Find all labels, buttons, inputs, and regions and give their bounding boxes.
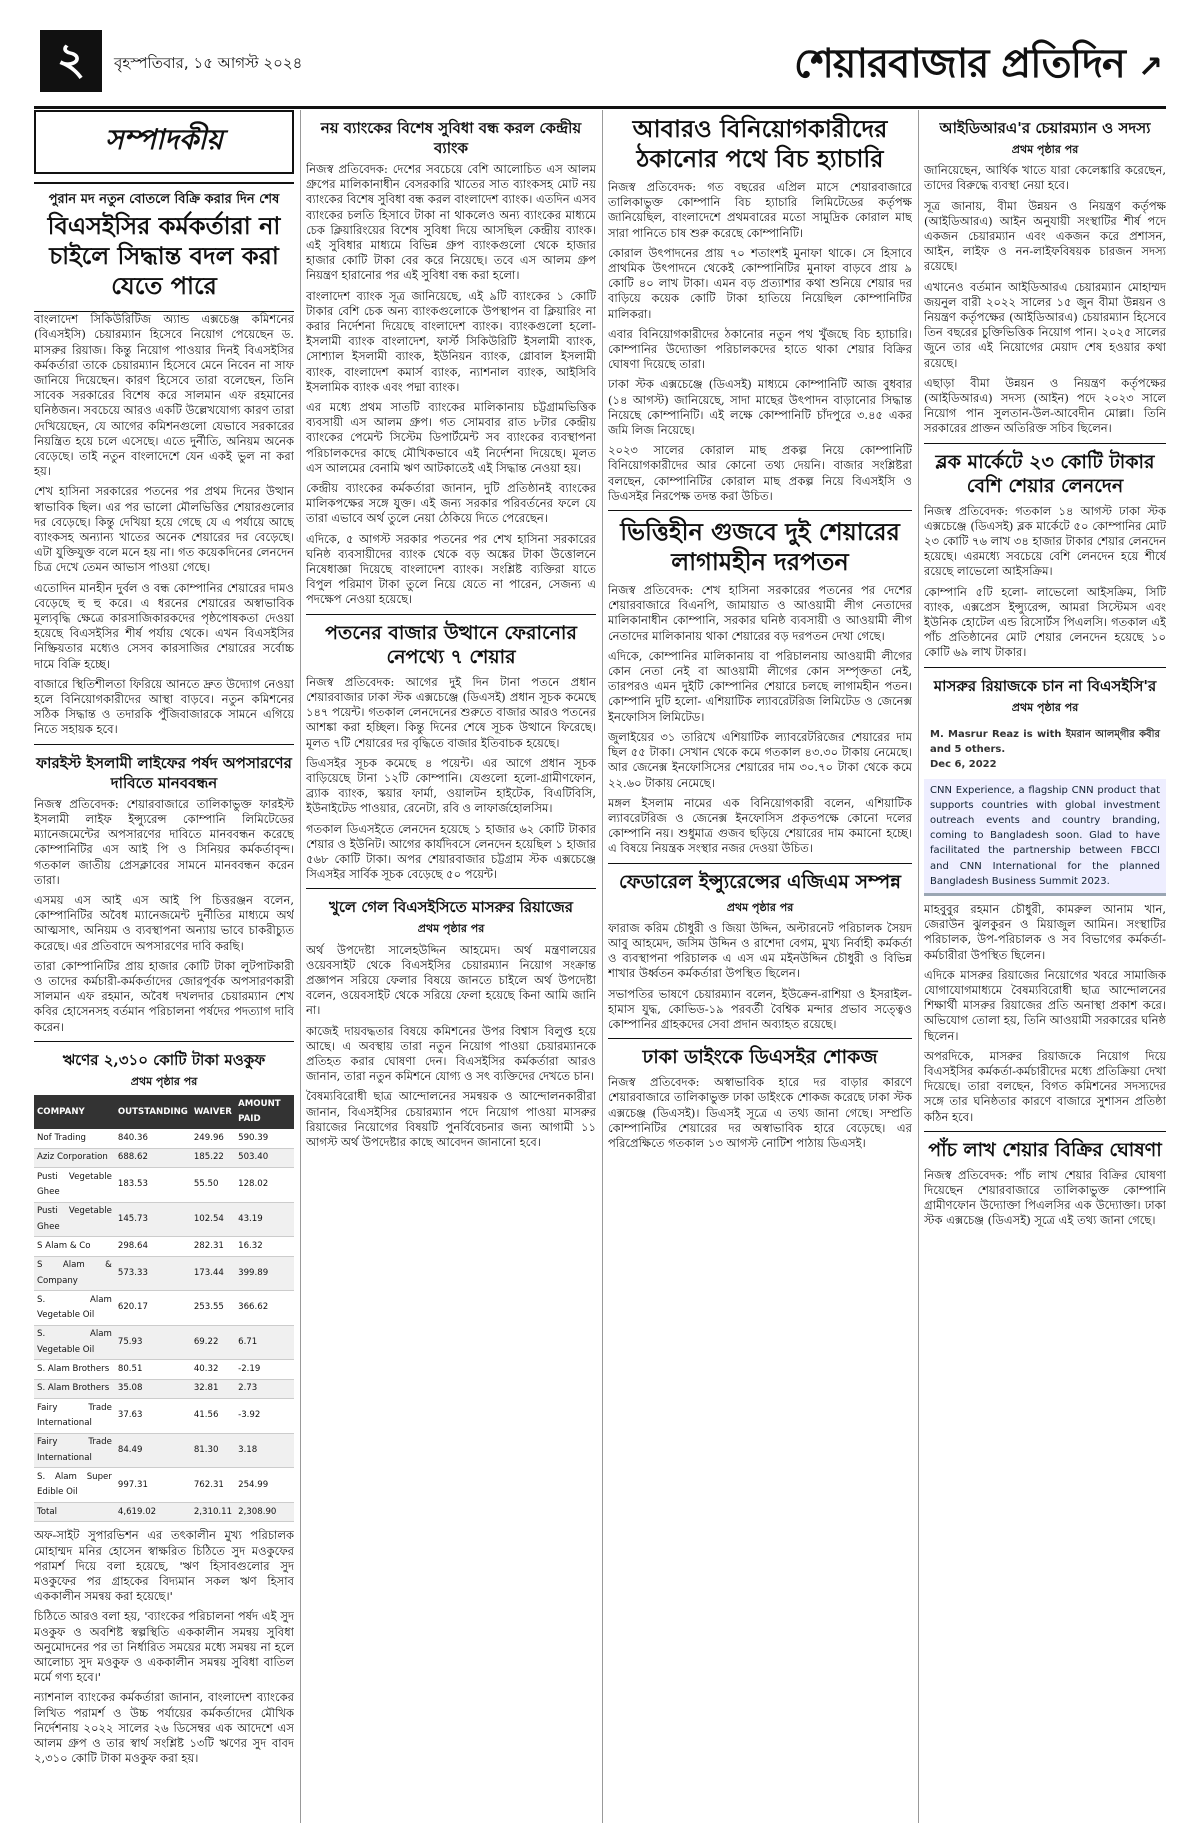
article-para: নিজস্ব প্রতিবেদক: শেয়ারবাজারে তালিকাভুক্ত ফারইস্ট ইসলামী লাইফ ইন্স্যুরেন্স কোম্পানি লিমিটেডের ম্যানেজমেন্টের অপসারণের দাবিতে মানববন্ধন করেছে কোম্পানিটির এস আই পি ও সিনিয়র কর্মকর্তাবৃন্দ। গতকাল জাতীয় প্রেসক্লাবের সামনে মানববন্ধন করেন তারা। [34, 796, 294, 887]
table-cell: 173.44 [191, 1256, 235, 1291]
table-cell: 249.96 [191, 1129, 235, 1148]
article-para: কোরাল উৎপাদনের প্রায় ৭০ শতাংশই মুনাফা থাকে। সে হিসাবে প্রাথমিক উৎপাদনে থেকেই কোম্পানিটির মুনাফা বাড়বে প্রায় ৯ কোটি ৪০ লাখ টাকা। এমন বড় প্রত্যাশার কথা শুনিয়ে শেয়ার দর বাড়িয়ে কয়েক কোটি টাকা হাতিয়ে নিয়েছিল কোম্পানিটির মালিকরা। [608, 245, 912, 321]
table-cell: 254.99 [235, 1468, 294, 1503]
editorial-label: সম্পাদকীয় [34, 110, 294, 174]
table-cell: 145.73 [115, 1202, 191, 1237]
table-cell: 75.93 [115, 1325, 191, 1360]
article-para: তারা কোম্পানিটির প্রায় হাজার কোটি টাকা লুটপাটকারী ও তাদের কর্মচারী-কর্মকর্তাদের জোরপূর্বক অপসারণকারী সালমান এফ রহমান, অবৈধ দখলদার চেয়ারম্যান শেখ কবির হোসেনসহ বর্তমান পরিচালনা পর্ষদের পদত্যাগ দাবি করেন। [34, 958, 294, 1034]
table-cell: 282.31 [191, 1237, 235, 1256]
article-para: ডিএসইর সূচক কমেছে ৪ পয়েন্ট। এর আগে প্রধান সূচক বাড়িয়েছে টানা ১২টি কোম্পানি। যেগুলো হলো-গ্রামীণফোন, ব্র্যাক ব্যাংক, স্কয়ার ফার্মা, ওয়ালটন হাইটেক, বিএটিবিসি, ইউনাইটেড পাওয়ার, রেনেটা, রবি ও লাফার্জহোলসিম। [306, 755, 596, 816]
article-title: নয় ব্যাংকের বিশেষ সুবিধা বন্ধ করল কেন্দ্রীয় ব্যাংক [320, 119, 582, 157]
table-row [34, 1379, 294, 1398]
table-cell: 503.40 [235, 1148, 294, 1167]
article-para: এসময় এস আই এস আই পি চিত্তরঞ্জন বলেন, কোম্পানিটির অবৈধ ম্যানেজমেন্ট দুর্নীতির মাধ্যমে অর্থ আত্মসাৎ, অনিয়ম ও ব্যবস্থাপনা অন্যায় ভাবে চাকরীচ্যুত করেছে। এর প্রতিবাদে অপসারণের দাবি করছি। [34, 892, 294, 953]
table-cell: 573.33 [115, 1256, 191, 1291]
article-para: সূত্র জানায়, বীমা উন্নয়ন ও নিয়ন্ত্রণ কর্তৃপক্ষ (আইডিআরএ) আইন অনুযায়ী সংস্থাটির শীর্ষ পদে একজন চেয়ারম্যান এবং একজন করে প্রশাসন, আইন, লাইফ ও নন-লাইফবিষয়ক চারজন সদস্য রয়েছে। [924, 198, 1166, 274]
table-row [34, 1202, 294, 1237]
article-para: এছাড়া বীমা উন্নয়ন ও নিয়ন্ত্রণ কর্তৃপক্ষের (আইডিআরএ) সদস্য (আইন) পদে ২০২৩ সালে নিয়োগ পান সুলতান-উল-আবেদীন মোল্লা। তিনি সরকারের প্রাক্তন অতিরিক্ত সচিব ছিলেন। [924, 375, 1166, 436]
editorial-para: বাংলাদেশ সিকিউরিটিজ অ্যান্ড এক্সচেঞ্জ কমিশনের (বিএসইসি) চেয়ারম্যান হিসেবে নিয়োগ পেয়েছেন ড. মাসরুর রিয়াজ। কিন্তু নিয়োগ পাওয়ার দিনই বিএসইসির কর্মকর্তারা তাকে চেয়ারম্যান হিসেবে মেনে নিবেন না সাফ জানিয়ে দিয়েছেন। কারণ হিসেবে তারা বলেছেন, তিনি সাবেক সরকারের বিশেষ করে সালমান এফ রহমানের ঘনিষ্ঠজন। সবচেয়ে আরও একটি উল্লেখযোগ্য কারণ তারা দেখিয়েছেন, যে আগের কমিশনগুলো যেভাবে সরকারের নিয়ন্ত্রিত হয়ে চলে এসেছে। এতে দুর্নীতি, অনিয়ম অনেক বেড়েছে। তাই নতুন বাংলাদেশে যেন একই ভুল না করা হয়। [34, 312, 294, 479]
table-cell: 840.36 [115, 1129, 191, 1148]
article-para: মঙ্গল ইসলাম নামের এক বিনিয়োগকারী বলেন, এশিয়াটিক ল্যাবরেটরিজ ও জেনেক্স ইনফোসিস প্রকৃতপক্ষে কোনো দলের কোম্পানি নয়। শুধুমাত্র গুজব ছড়িয়ে শেয়ারের দাম কমানো হচ্ছে। এ বিষয়ে নিয়ন্ত্রক সংস্থার নজর দেওয়া উচিত। [608, 795, 912, 856]
table-cell: 4,619.02 [115, 1503, 191, 1522]
table-cell: 997.31 [115, 1468, 191, 1503]
article-para: গতকাল ডিএসইতে লেনদেন হয়েছে ১ হাজার ৬২ কোটি টাকার শেয়ার ও ইউনিট। আগের কার্যদিবসে লেনদেন হয়েছিল ১ হাজার ৫৬৮ কোটি টাকা। অপর শেয়ারবাজার চট্টগ্রাম স্টক এক্সচেঞ্জে সিএসইর সার্বিক সূচক বেড়েছে ৫০ পয়েন্ট। [306, 821, 596, 882]
table-cell: S. Alam Vegetable Oil [34, 1291, 115, 1326]
article-para: চিঠিতে আরও বলা হয়, 'ব্যাংকের পরিচালনা পর্ষদ এই সুদ মওকুফ ও অবশিষ্ট স্বল্পস্থিতি এককালীন সমন্বয় সুবিধা অনুমোদনের পর তা নির্ধারিত সময়ের মধ্যে সমন্বয় না হলে আলোচ্য সুদ মওকুফ ও এককালীন সমন্বয় সুবিধা বাতিল মর্মে গণ্য হবে।' [34, 1609, 294, 1685]
table-header-cell: WAIVER [191, 1095, 235, 1129]
article-para: নিজস্ব প্রতিবেদক: অস্বাভাবিক হারে দর বাড়ার কারণে শেয়ারবাজারে তালিকাভুক্ত ঢাকা ডাইংকে শোকজ করেছে ঢাকা স্টক এক্সচেঞ্জ (ডিএসই)। ডিএসই সূত্রে এ তথ্য জানা গেছে। সম্প্রতি কোম্পানিটির শেয়ারের দর অস্বাভাবিক হারে বেড়েছে। এর পরিপ্রেক্ষিতে গতকাল ১৩ আগস্ট নোটিশ পাঠায় ডিএসই। [608, 1075, 912, 1150]
article-para: বৈষম্যবিরোধী ছাত্র আন্দোলনের সমন্বয়ক ও আন্দোলনকারীরা জানান, বিএসইসির চেয়ারম্যান পদে নিয়োগ পাওয়া মাসরুর রিয়াজের নিয়োগের বিষয়টি পুনর্বিবেচনার জন্য আগামী ১১ আগস্ট অর্থ উপদেষ্টার কাছে আবেদন জানানো হবে। [306, 1089, 596, 1149]
continuation-note: প্রথম পৃষ্ঠার পর [417, 922, 485, 936]
table-cell: -3.92 [235, 1399, 294, 1434]
article-para: জানিয়েছেন, আর্থিক খাতে যারা কেলেঙ্কারি করেছেন, তাদের বিরুদ্ধে ব্যবস্থা নেয়া হবে। [924, 163, 1166, 193]
table-cell: 80.51 [115, 1360, 191, 1379]
editorial-kicker: পুরান মদ নতুন বোতলে বিক্রি করার দিন শেষ [48, 192, 280, 207]
table-cell: S. Alam Brothers [34, 1360, 115, 1379]
table-row [34, 1129, 294, 1148]
fb-author: M. Masrur Reaz is with ইমরান আলম্গীর কবীর and 5 others. [930, 728, 1160, 756]
fb-post-text: CNN Experience, a flagship CNN product that supports countries with global investment outreach events and country branding, coming to Bangladesh soon. Glad to have facilitated the partnership between FBCCI and CNN International for the planned Bangladesh Business Summit 2023. [924, 779, 1166, 893]
table-cell: 43.19 [235, 1202, 294, 1237]
table-row [34, 1291, 294, 1326]
table-cell: 37.63 [115, 1399, 191, 1434]
table-row [34, 1237, 294, 1256]
table-cell: 183.53 [115, 1168, 191, 1203]
fb-post-header [924, 721, 1166, 779]
article-para: বাংলাদেশ ব্যাংক সূত্র জানিয়েছে, এই ৯টি ব্যাংকের ১ কোটি টাকার বেশি চেক অন্য ব্যাংকগুলোকে উপস্থাপন বা ক্লিয়ারিং না করার নির্দেশনা দিয়েছে বাংলাদেশ ব্যাংক। ব্যাংকগুলো হলো- ইসলামী ব্যাংক বাংলাদেশ, ফার্স্ট সিকিউরিটি ইসলামী ব্যাংক, সোশ্যাল ইসলামী ব্যাংক, ইউনিয়ন ব্যাংক, গ্লোবাল ইসলামী ব্যাংক, বাংলাদেশ কমার্স ব্যাংক, ন্যাশনাল ব্যাংক, আইসিবি ইসলামিক ব্যাংক এবং পদ্মা ব্যাংক। [306, 288, 596, 394]
page-number: ২ [40, 30, 102, 92]
table-header-cell: OUTSTANDING [115, 1095, 191, 1129]
table-cell: 55.50 [191, 1168, 235, 1203]
article-title: ভিত্তিহীন গুজবে দুই শেয়ারের লাগামহীন দরপতন [620, 517, 900, 577]
table-cell: S. Alam Brothers [34, 1379, 115, 1398]
table-row [34, 1148, 294, 1167]
divider [608, 863, 912, 864]
table-row [34, 1256, 294, 1291]
divider [924, 443, 1166, 444]
divider [34, 1041, 294, 1042]
article-title: পাঁচ লাখ শেয়ার বিক্রির ঘোষণা [928, 1138, 1162, 1161]
article-para: এদিকে, ৫ আগস্ট সরকার পতনের পর শেখ হাসিনা সরকারের ঘনিষ্ঠ ব্যবসায়ীদের ব্যাংক থেকে বড় অঙ্কের টাকা উত্তোলনে নিষেধাজ্ঞা দিয়েছে বাংলাদেশ ব্যাংক। সংশ্লিষ্ট ব্যক্তিরা যাতে বিপুল পরিমাণ টাকা তুলে নিয়ে যেতে না পারেন, সেজন্য এ পদক্ষেপ নেওয়া হয়েছে। [306, 531, 596, 607]
table-row [34, 1433, 294, 1468]
table-cell: 253.55 [191, 1291, 235, 1326]
table-cell: S Alam & Co [34, 1237, 115, 1256]
table-cell: 688.62 [115, 1148, 191, 1167]
article-para: নিজস্ব প্রতিবেদক: পাঁচ লাখ শেয়ার বিক্রির ঘোষণা দিয়েছেন শেয়ারবাজারে তালিকাভুক্ত কোম্পানি গ্রামীণফোন উদ্যোক্তা পিএলসির এক উদ্যোক্তা। ঢাকা স্টক এক্সচেঞ্জ (ডিএসই) সূত্রে এই তথ্য জানা গেছে। [924, 1167, 1166, 1228]
editorial-para: শেখ হাসিনা সরকারের পতনের পর প্রথম দিনের উত্থান স্বাভাবিক ছিল। এর পর ভালো মৌলভিত্তির শেয়ারগুলোর দর বেড়েছে। কিন্তু দেখিয়া হয়ে গেছে যে এ পর্যায়ে আছে ব্যাংকসহ অন্যান্য খাতের অনেক শেয়ারের দর বেড়েছে। এটা যুক্তিযুক্ত বলে মনে হয় না। গত কয়েকদিনের লেনদেন চিত্র দেখে তেমন আভাস পাওয়া গেছে। [34, 484, 294, 575]
table-cell: 590.39 [235, 1129, 294, 1148]
table-cell: 69.22 [191, 1325, 235, 1360]
table-row [34, 1399, 294, 1434]
editorial-para: বাজারে স্থিতিশীলতা ফিরিয়ে আনতে দ্রুত উদ্যোগ নেওয়া হলে বিনিয়োগকারীদের আস্থা বাড়বে। নতুন কমিশনের সঠিক সিদ্ধান্ত ও তদারকি পুঁজিবাজারকে সামনে এগিয়ে নিতে সহায়ক হবে। [34, 676, 294, 737]
table-cell: 762.31 [191, 1468, 235, 1503]
table-row [34, 1503, 294, 1522]
brand-logo [794, 32, 1162, 99]
editorial-title: বিএসইসির কর্মকর্তারা না চাইলে সিদ্ধান্ত বদল করা যেতে পারে [47, 211, 281, 301]
article-para: মাহবুবুর রহমান চৌধুরী, কামরুল আনাম খান, জেরাউন ঝুলকুরন ও মিয়াজুল আমিন। সংস্থাটির পরিচালক, উপ-পরিচালক ও সব বিভাগের কর্মকর্তা-কর্মচারীরা উপস্থিত ছিলেন। [924, 901, 1166, 962]
article-para: ঢাকা স্টক এক্সচেঞ্জে (ডিএসই) মাধ্যমে কোম্পানিটি আজ বুধবার (১৪ আগস্ট) জানিয়েছে, সাদা মাছের উৎপাদন বাড়ানোর সিদ্ধান্ত নিয়েছে কোম্পানিটি। এই লক্ষে কোম্পানিটি চাঁদপুরে ৩.৪৫ একর জমি লিজ নিয়েছে। [608, 377, 912, 438]
article-para: ন্যাশনাল ব্যাংকের কর্মকর্তারা জানান, বাংলাদেশ ব্যাংকের লিখিত পরামর্শ ও উচ্চ পর্যায়ের কর্মকর্তাদের মৌখিক নির্দেশনায় ২০২২ সালের ২৬ ডিসেম্বর এক আদেশে এস আলম গ্রুপ ও তার স্বার্থ সংশ্লিষ্ট ১৩টি ঋণের সুদ বাবদ ২,৩১০ কোটি টাকা মওকুফ করা হয়। [34, 1690, 294, 1766]
waiver-table [34, 1095, 294, 1523]
article-para: ২০২৩ সালের কোরাল মাছ প্রকল্প নিয়ে কোম্পানিটি বিনিয়োগকারীদের আর কোনো তথ্য দেয়নি। বাজার সংশ্লিষ্টরা বলছেন, কোম্পানিটির কোরাল মাছ প্রকল্প নিয়ে বিএসইসি ও ডিএসইর নিরপেক্ষ তদন্ত করা উচিত। [608, 443, 912, 503]
article-title: আবারও বিনিয়োগকারীদের ঠকানোর পথে বিচ হ্যাচারি [632, 114, 888, 173]
article-para: নিজস্ব প্রতিবেদক: গত বছরের এপ্রিল মাসে শেয়ারবাজারে তালিকাভুক্ত কোম্পানি বিচ হ্যাচারি লিমিটেডের কর্তৃপক্ষ জানিয়েছিল, বাংলাদেশে প্রথমবারের মতো সামুদ্রিক কোরাল মাছ সারা পানিতে চাষ শুরু করেছে কোম্পানিটি। [608, 180, 912, 240]
table-row [34, 1168, 294, 1203]
table-cell: 298.64 [115, 1237, 191, 1256]
divider [34, 744, 294, 745]
table-cell: Pusti Vegetable Ghee [34, 1168, 115, 1203]
table-cell: 41.56 [191, 1399, 235, 1434]
table-cell: 128.02 [235, 1168, 294, 1203]
table-cell: 620.17 [115, 1291, 191, 1326]
article-para: অপরদিকে, মাসরুর রিয়াজকে নিয়োগ দিয়ে বিএসইসির কর্মকর্তা-কর্মচারীদের মধ্যে প্রতিক্রিয়া দেখা দিয়েছে। তারা বলছেন, বিগত কমিশনের সদস্যদের সঙ্গে তার ঘনিষ্ঠতার কারণে বাজারে সুশাসন প্রতিষ্ঠা কঠিন হবে। [924, 1048, 1166, 1124]
table-row [34, 1325, 294, 1360]
brand-name: শেয়ারবাজার প্রতিদিন [794, 41, 1125, 87]
table-cell: 35.08 [115, 1379, 191, 1398]
column-1 [34, 110, 294, 1823]
article-para: নিজস্ব প্রতিবেদক: আগের দুই দিন টানা পতনে প্রধান শেয়ারবাজার ঢাকা স্টক এক্সচেঞ্জে (ডিএসই) প্রধান সূচক কমেছে ১৪৭ পয়েন্ট। গতকাল লেনদেনের শুরুতে বাজার আরও পতনের আশঙ্কা করা হচ্ছিল। কিন্তু দিনের শেষে সূচক উত্থানে ফিরেছে। মূলত ৭টি শেয়ারের দর বৃদ্ধিতে বাজার ইতিবাচক হয়েছে। [306, 674, 596, 750]
divider [924, 667, 1166, 668]
table-cell: S Alam & Company [34, 1256, 115, 1291]
table-cell: 6.71 [235, 1325, 294, 1360]
table-cell: Aziz Corporation [34, 1148, 115, 1167]
table-cell: Pusti Vegetable Ghee [34, 1202, 115, 1237]
table-cell: 81.30 [191, 1433, 235, 1468]
table-cell: Fairy Trade International [34, 1399, 115, 1434]
continuation-note: প্রথম পৃষ্ঠার পর [1011, 143, 1079, 156]
article-para: এদিকে মাসরুর রিয়াজের নিয়োগের খবরে সামাজিক যোগাযোগমাধ্যমে বৈষম্যবিরোধী ছাত্র আন্দোলনের শিক্ষার্থী মাসরুর রিয়াজের প্রতি অনাস্থা প্রকাশ করে। অভিযোগ তোলা হয়, তিনি আওয়ামী সরকারের ঘনিষ্ঠ ছিলেন। [924, 967, 1166, 1043]
continuation-note: প্রথম পৃষ্ঠার পর [726, 900, 794, 914]
table-cell: 40.32 [191, 1360, 235, 1379]
table-cell: 2,308.90 [235, 1503, 294, 1522]
dateline: বৃহস্পতিবার, ১৫ আগস্ট ২০২৪ [114, 54, 303, 72]
article-title: ঢাকা ডাইংকে ডিএসইর শোকজ [642, 1046, 878, 1069]
table-row [34, 1360, 294, 1379]
table-cell: 3.18 [235, 1433, 294, 1468]
table-row [34, 1468, 294, 1503]
chart-arrow-icon: ↗ [1137, 50, 1162, 85]
column-rule [602, 110, 603, 1823]
table-cell: Nof Trading [34, 1129, 115, 1148]
divider [608, 510, 912, 511]
table-cell: 84.49 [115, 1433, 191, 1468]
article-title: পতনের বাজার উত্থানে ফেরানোর নেপথ্যে ৭ শেয়ার [325, 621, 577, 668]
article-para: এখানেও বর্তমান আইডিআরএ চেয়ারম্যান মোহাম্মদ জয়নুল বারী ২০২২ সালের ১৫ জুন বীমা উন্নয়ন ও নিয়ন্ত্রণ কর্তৃপক্ষের (আইডিআরএ) চেয়ারম্যান হিসেবে তিন বছরের চুক্তিভিত্তিক নিয়োগ পান। ২০২৫ সালের জুনে তার এই নিয়োগের মেয়াদ শেষ হওয়ার কথা রয়েছে। [924, 279, 1166, 370]
table-cell: Total [34, 1503, 115, 1522]
table-cell: 366.62 [235, 1291, 294, 1326]
article-para: কোম্পানি ৫টি হলো- লাভেলো আইসক্রিম, সিটি ব্যাংক, এক্সপ্রেস ইন্স্যুরেন্স, আমরা সিস্টেমস এবং ইউনিক হোটেল এন্ড রিসোর্টস পিএলসি। গতকাল এই পাঁচ প্রতিষ্ঠানের মোট শেয়ার লেনদেন হয়েছে ১০ কোটি ৬৯ লাখ টাকার। [924, 584, 1166, 660]
article-title: আইডিআরএ'র চেয়ারম্যান ও সদস্য [939, 119, 1151, 137]
article-para: নিজস্ব প্রতিবেদক: দেশের সবচেয়ে বেশি আলোচিত এস আলম গ্রুপের মালিকানাধীন বেসরকারি খাতের সাত ব্যাংকসহ মোট নয় ব্যাংকের বিশেষ সুবিধা বন্ধ করল বাংলাদেশ ব্যাংক। এতদিন এসব ব্যাংকের চলতি হিসাবে টাকা না থাকলেও অন্য ব্যাংকের মাধ্যমে চেক ক্লিয়ারিংয়ের বিশেষ সুবিধা দিয়ে আসছিল কেন্দ্রীয় ব্যাংক। এই সুবিধার মাধ্যমে বিভিন্ন গ্রুপ ব্যাংকগুলো থেকে হাজার হাজার কোটি টাকা বের করে নিয়েছে। তবে এস আলম গ্রুপ নিয়ন্ত্রণ হারানোর পর এই সুবিধা বন্ধ করা হলো। [306, 162, 596, 283]
article-para: জুলাইয়ের ৩১ তারিখে এশিয়াটিক ল্যাবরেটরিজের শেয়ারের দাম ছিল ৫৫ টাকা। সেখান থেকে কমে গতকাল ৪৩.৩০ টাকায় নেমেছে। আর জেনেক্স ইনফোসিসের শেয়ারের দাম ৩০.৭০ টাকা থেকে কমে ২২.৬০ টাকায় নেমেছে। [608, 729, 912, 790]
article-para: অফ-সাইট সুপারভিশন এর তৎকালীন মুখ্য পরিচালক মোহাম্মদ মনির হোসেন স্বাক্ষরিত চিঠিতে সুদ মওকুফের পরামর্শ দিয়ে বলা হয়েছে, 'ঋণ হিসাবগুলোর সুদ মওকুফের পর গ্রাহকের বিদ্যমান সকল ঋণ হিসাব এককালীন সমন্বয় করা হয়েছে।' [34, 1528, 294, 1604]
divider [924, 1131, 1166, 1132]
table-cell: 399.89 [235, 1256, 294, 1291]
table-cell: 2,310.11 [191, 1503, 235, 1522]
table-cell: S. Alam Super Edible Oil [34, 1468, 115, 1503]
table-cell: 102.54 [191, 1202, 235, 1237]
table-cell: S. Alam Vegetable Oil [34, 1325, 115, 1360]
article-title: ফারইস্ট ইসলামী লাইফের পর্ষদ অপসারণের দাবিতে মানববন্ধন [36, 753, 292, 792]
masthead [34, 28, 1166, 109]
facebook-post-photo [924, 721, 1166, 896]
article-para: অর্থ উপদেষ্টা সালেহউদ্দিন আহমেদ। অর্থ মন্ত্রণালয়ের ওয়েবসাইট থেকে বিএসইসির চেয়ারম্যান নিয়োগ সংক্রান্ত প্রজ্ঞাপন সরিয়ে ফেলার বিষয়ে জানতে চাইলে অর্থ উপদেষ্টা বলেন, ওয়েবসাইট থেকে সরিয়ে ফেলা হয়েছে কিনা আমি জানি না। [306, 942, 596, 1018]
continuation-note: প্রথম পৃষ্ঠার পর [1011, 700, 1079, 714]
article-para: কাজেই দায়বদ্ধতার বিষয়ে কমিশনের উপর বিশ্বাস বিলুপ্ত হয়ে আছে। এ অবস্থায় তারা নতুন নিয়োগ পাওয়া চেয়ারম্যানকে প্রতিহত করার ঘোষণা দেন। বিএসইসির কর্মকর্তারা আরও জানান, তারা নতুন কমিশনে যোগ্য ও সৎ ব্যক্তিদের দেখতে চান। [306, 1023, 596, 1084]
table-cell: -2.19 [235, 1360, 294, 1379]
article-title: মাসরুর রিয়াজকে চান না বিএসইসি'র [933, 676, 1157, 695]
article-para: সভাপতির ভাষণে চেয়ারম্যান বলেন, ইউক্রেন-রাশিয়া ও ইসরাইল-হামাস যুদ্ধ, কোভিড-১৯ পরবর্তী বৈশ্বিক মন্দার প্রভাব সত্ত্বেও কোম্পানির গ্রাহকদের সেবা প্রদান অব্যাহত রয়েছে। [608, 986, 912, 1031]
article-para: এর মধ্যে প্রথম সাতটি ব্যাংকের মালিকানায় চট্টগ্রামভিত্তিক ব্যবসায়ী এস আলম গ্রুপ। গত সোমবার রাত ৮টার কেন্দ্রীয় ব্যাংকের পেমেন্ট সিস্টেম ডিপার্টমেন্ট সব ব্যাংকের ব্যবস্থাপনা পরিচালকদের কাছে মৌখিকভাবে এই নির্দেশনা দিয়েছে। মূলত এস আলমের বেনামি ঋণ আটকাতেই এই সিদ্ধান্ত নেওয়া হয়। [306, 400, 596, 475]
continuation-note: প্রথম পৃষ্ঠার পর [130, 1074, 198, 1088]
table-cell: 16.32 [235, 1237, 294, 1256]
article-title: খুলে গেল বিএসইসিতে মাসরুর রিয়াজের [328, 898, 574, 917]
table-cell: Fairy Trade International [34, 1433, 115, 1468]
article-title: ব্লক মার্কেটে ২৩ কোটি টাকার বেশি শেয়ার লেনদেন [935, 450, 1155, 497]
article-para: এদিকে, কোম্পানির মালিকানায় বা পরিচালনায় আওয়ামী লীগের কোন নেতা নেই বা আওয়ামী লীগের কোন সম্পৃক্ততা নেই, তারপরও এমন দুইটি কোম্পানির শেয়ারে চলছে লাগামহীন পতন। কোম্পানি দুটি হলো- এশিয়াটিক ল্যাবরেটরিজ লিমিটেড ও জেনেক্স ইনফোসিস লিমিটেড। [608, 648, 912, 724]
table-cell: 32.81 [191, 1379, 235, 1398]
article-para: এবার বিনিয়োগকারীদের ঠকানোর নতুন পথ খুঁজছে বিচ হ্যাচারি। কোম্পানির উদ্যোক্তা পরিচালকদের হাতে থাকা শেয়ার বিক্রির ঘোষণা দিয়েছে তারা। [608, 326, 912, 372]
article-para: নিজস্ব প্রতিবেদক: গতকাল ১৪ আগস্ট ঢাকা স্টক এক্সচেঞ্জে (ডিএসই) ব্লক মার্কেটে ৫০ কোম্পানির মোট ২৩ কোটি ৭৬ লাখ ৩৪ হাজার টাকার শেয়ার লেনদেন হয়েছে। এরমধ্যে সবচেয়ে বেশি লেনদেন হয়ে শীর্ষে রয়েছে লাভেলো আইসক্রিম। [924, 503, 1166, 579]
column-rule [918, 110, 919, 1823]
table-header-cell: COMPANY [34, 1095, 115, 1129]
column-rule [300, 110, 301, 1823]
divider [306, 614, 596, 615]
columns [34, 110, 1166, 1823]
editorial-header [34, 182, 294, 312]
column-3 [608, 110, 912, 1823]
table-header-cell: AMOUNT PAID [235, 1095, 294, 1129]
article-title: ফেডারেল ইন্স্যুরেন্সের এজিএম সম্পন্ন [619, 870, 901, 893]
divider [608, 1038, 912, 1039]
article-para: ফারাজ করিম চৌধুরী ও জিয়া উদ্দিন, অল্টারনেট পরিচালক সৈয়দ আবু আহমেদ, জসিম উদ্দিন ও রাশেদা বেগম, মুখ্য নির্বাহী কর্মকর্তা ও ব্যবস্থাপনা পরিচালক এ এস এম মইনউদ্দিন চৌধুরী ও বিভিন্ন শাখার উর্ধ্বতন কর্মকর্তারা উপস্থিত ছিলেন। [608, 920, 912, 981]
table-cell: 2.73 [235, 1379, 294, 1398]
article-para: নিজস্ব প্রতিবেদক: শেখ হাসিনা সরকারের পতনের পর দেশের শেয়ারবাজারে বিএনপি, জামায়াত ও আওয়ামী লীগ নেতাদের মালিকানাধীন কোম্পানি, সরকার ঘনিষ্ঠ ব্যবসায়ী ও আওয়ামী লীগ নেতাদের মালিকানায় থাকা শেয়ারের বড় দরপতন দেখা গেছে। [608, 583, 912, 643]
editorial-para: এতোদিন মানহীন দুর্বল ও বন্ধ কোম্পানির শেয়ারের দামও বেড়েছে হু হু করে। এ ধরনের শেয়ারের অস্বাভাবিক মূল্যবৃদ্ধি ক্ষেত্রে কারসাজিকারকদের পৃষ্ঠপোষকতা দেওয়া হয়েছে বিএসইসির শীর্ষ পর্যায় থেকে। এখন বিএসইসির নিষ্ক্রিয়তার মধ্যেও সেসব কারসাজির শেয়ারের সর্বোচ্চ দামে বিক্রি হচ্ছে। [34, 580, 294, 671]
article-title: ঋণের ২,৩১০ কোটি টাকা মওকুফ [62, 1050, 266, 1069]
column-2 [306, 110, 596, 1823]
article-para: কেন্দ্রীয় ব্যাংকের কর্মকর্তারা জানান, দুটি প্রতিষ্ঠানই ব্যাংকের মালিকপক্ষের সঙ্গে যুক্ত। এই জন্য সরকার পরিবর্তনের ফলে যে তারা এভাবে অর্থ তুলে নেয়া ঠেকিয়ে দিতে পেরেছেন। [306, 481, 596, 526]
fb-date: Dec 6, 2022 [930, 759, 997, 771]
divider [306, 888, 596, 889]
column-4 [924, 110, 1166, 1823]
table-cell: 185.22 [191, 1148, 235, 1167]
